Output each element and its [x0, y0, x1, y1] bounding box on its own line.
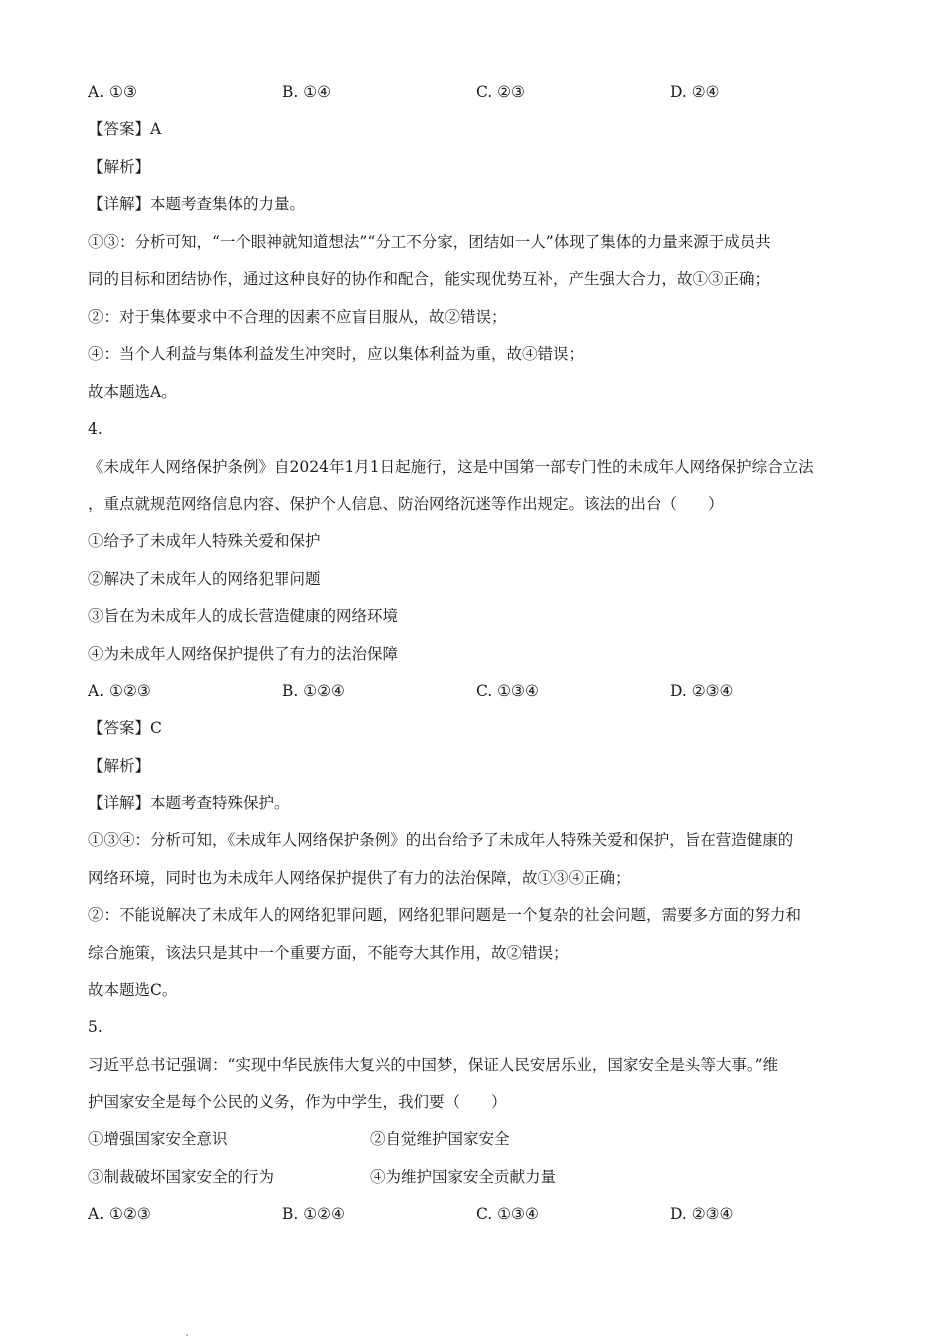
q4-analysis-line: 综合施策，该法只是其中一个重要方面，不能夸大其作用，故②错误； [88, 944, 569, 962]
q3-option-d: D. ②④ [670, 83, 720, 101]
q3-option-a: A. ①③ [88, 83, 137, 101]
q3-conclusion: 故本题选A。 [88, 383, 177, 401]
q4-stem-line: ，重点就规范网络信息内容、保护个人信息、防治网络沉迷等作出规定。该法的出台（ ） [88, 495, 724, 513]
q5-statement-4: ④为维护国家安全贡献力量 [370, 1168, 557, 1186]
q3-analysis-label: 【解析】 [88, 158, 151, 176]
scan-speck [186, 1334, 188, 1336]
q4-option-c: C. ①③④ [476, 682, 539, 700]
q3-analysis-line: ④：当个人利益与集体利益发生冲突时，应以集体利益为重，故④错误； [88, 345, 585, 363]
q4-option-a: A. ①②③ [88, 682, 151, 700]
q5-option-b: B. ①②④ [282, 1205, 345, 1223]
q4-option-d: D. ②③④ [670, 682, 734, 700]
q3-analysis-line: ①③：分析可知，“一个眼神就知道想法”“分工不分家，团结如一人”体现了集体的力量来源于成员共 [88, 233, 771, 251]
q4-analysis-line: ①③④：分析可知，《未成年人网络保护条例》的出台给予了未成年人特殊关爱和保护，旨在营造健康的 [88, 831, 794, 849]
q3-answer: 【答案】A [88, 120, 162, 138]
q4-number: 4. [88, 420, 103, 438]
q5-number: 5. [88, 1018, 103, 1036]
q5-statement-3: ③制裁破坏国家安全的行为 [88, 1168, 275, 1186]
q5-statement-1: ①增强国家安全意识 [88, 1130, 228, 1148]
q4-statement-4: ④为未成年人网络保护提供了有力的法治保障 [88, 645, 399, 663]
q3-option-c: C. ②③ [476, 83, 525, 101]
q4-analysis-line: 网络环境，同时也为未成年人网络保护提供了有力的法治保障，故①③④正确； [88, 869, 631, 887]
q4-stem-line: 《未成年人网络保护条例》自2024年1月1日起施行，这是中国第一部专门性的未成年人网络保护综合立法 [88, 458, 814, 476]
q5-option-d: D. ②③④ [670, 1205, 734, 1223]
q3-analysis-line: 同的目标和团结协作，通过这种良好的协作和配合，能实现优势互补，产生强大合力，故①③正确； [88, 270, 771, 288]
q4-analysis-line: ②：不能说解决了未成年人的网络犯罪问题，网络犯罪问题是一个复杂的社会问题，需要多方面的努力和 [88, 906, 802, 924]
q5-option-c: C. ①③④ [476, 1205, 539, 1223]
q4-analysis-label: 【解析】 [88, 757, 151, 775]
q4-answer: 【答案】C [88, 719, 162, 737]
q4-statement-3: ③旨在为未成年人的成长营造健康的网络环境 [88, 607, 399, 625]
q3-detail: 【详解】本题考查集体的力量。 [88, 195, 306, 213]
q4-detail: 【详解】本题考查特殊保护。 [88, 794, 290, 812]
q3-analysis-line: ②：对于集体要求中不合理的因素不应盲目服从，故②错误； [88, 308, 507, 326]
q5-stem-line: 习近平总书记强调：“实现中华民族伟大复兴的中国梦，保证人民安居乐业，国家安全是头等大事。”维 [88, 1056, 779, 1074]
q5-option-a: A. ①②③ [88, 1205, 151, 1223]
q4-statement-2: ②解决了未成年人的网络犯罪问题 [88, 570, 321, 588]
q4-statement-1: ①给予了未成年人特殊关爱和保护 [88, 532, 321, 550]
q3-option-b: B. ①④ [282, 83, 332, 101]
q4-option-b: B. ①②④ [282, 682, 345, 700]
q5-stem-line: 护国家安全是每个公民的义务，作为中学生，我们要（ ） [88, 1093, 507, 1111]
q5-statement-2: ②自觉维护国家安全 [370, 1130, 510, 1148]
q4-conclusion: 故本题选C。 [88, 981, 178, 999]
